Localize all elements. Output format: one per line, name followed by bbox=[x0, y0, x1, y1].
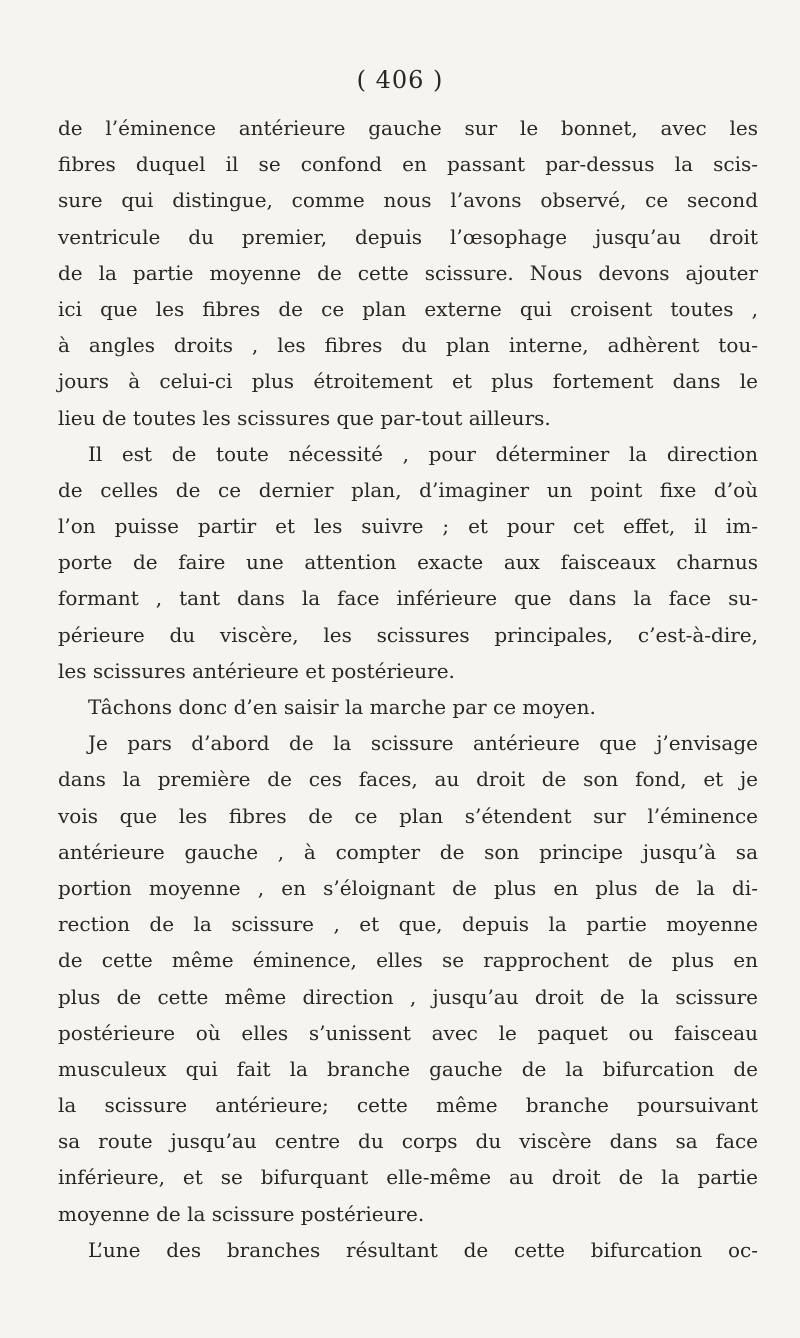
paragraph bbox=[58, 110, 758, 436]
text-line: Il est de toute nécessité , pour déterminer la direction bbox=[88, 441, 758, 466]
text-line: portion moyenne , en s’éloignant de plus en plus de la di- bbox=[58, 875, 758, 900]
body-text bbox=[58, 110, 758, 1268]
text-line: ventricule du premier, depuis l’œsophage jusqu’au droit bbox=[58, 224, 758, 249]
paragraph bbox=[58, 689, 758, 725]
text-line: moyenne de la scissure postérieure. bbox=[58, 1201, 425, 1226]
text-line: ici que les fibres de ce plan externe qui croisent toutes , bbox=[58, 296, 758, 321]
text-line: inférieure, et se bifurquant elle-même au droit de la partie bbox=[58, 1165, 758, 1190]
page-number: ( 406 ) bbox=[356, 66, 444, 94]
text-line: dans la première de ces faces, au droit de son fond, et je bbox=[58, 767, 758, 792]
text-line: lieu de toutes les scissures que par-tout ailleurs. bbox=[58, 405, 551, 430]
text-line: postérieure où elles s’unissent avec le paquet ou faisceau bbox=[58, 1020, 758, 1045]
text-line: musculeux qui fait la branche gauche de la bifurcation de bbox=[58, 1056, 758, 1081]
text-line: périeure du viscère, les scissures principales, c’est-à-dire, bbox=[58, 622, 758, 647]
text-line: Tâchons donc d’en saisir la marche par ce moyen. bbox=[88, 695, 596, 719]
text-line: la scissure antérieure; cette même branche poursuivant bbox=[58, 1093, 758, 1118]
paragraph bbox=[58, 725, 758, 1232]
text-line: jours à celui-ci plus étroitement et plus fortement dans le bbox=[58, 369, 758, 394]
text-line: plus de cette même direction , jusqu’au droit de la scissure bbox=[58, 984, 758, 1009]
text-line: à angles droits , les fibres du plan interne, adhèrent tou- bbox=[58, 333, 758, 358]
text-line: Je pars d’abord de la scissure antérieure que j’envisage bbox=[88, 731, 758, 756]
text-line: formant , tant dans la face inférieure que dans la face su- bbox=[58, 586, 758, 611]
text-line: vois que les fibres de ce plan s’étendent sur l’éminence bbox=[58, 803, 758, 828]
text-line: antérieure gauche , à compter de son principe jusqu’à sa bbox=[58, 839, 758, 864]
paragraph bbox=[58, 436, 758, 689]
text-line: fibres duquel il se confond en passant par-dessus la scis- bbox=[58, 152, 758, 177]
text-line: les scissures antérieure et postérieure. bbox=[58, 658, 455, 683]
text-line: L’une des branches résultant de cette bifurcation oc- bbox=[88, 1237, 758, 1262]
text-line: de l’éminence antérieure gauche sur le bonnet, avec les bbox=[58, 116, 758, 140]
text-line: rection de la scissure , et que, depuis la partie moyenne bbox=[58, 912, 758, 937]
text-line: de la partie moyenne de cette scissure. Nous devons ajouter bbox=[58, 260, 758, 285]
paragraph bbox=[58, 1232, 758, 1268]
text-line: de cette même éminence, elles se rapprochent de plus en bbox=[58, 948, 758, 973]
text-line: porte de faire une attention exacte aux faisceaux charnus bbox=[58, 550, 758, 575]
text-line: sa route jusqu’au centre du corps du viscère dans sa face bbox=[58, 1129, 758, 1154]
text-line: sure qui distingue, comme nous l’avons observé, ce second bbox=[58, 188, 758, 213]
text-line: l’on puisse partir et les suivre ; et pour cet effet, il im- bbox=[58, 514, 758, 539]
text-line: de celles de ce dernier plan, d’imaginer un point fixe d’où bbox=[58, 477, 758, 502]
